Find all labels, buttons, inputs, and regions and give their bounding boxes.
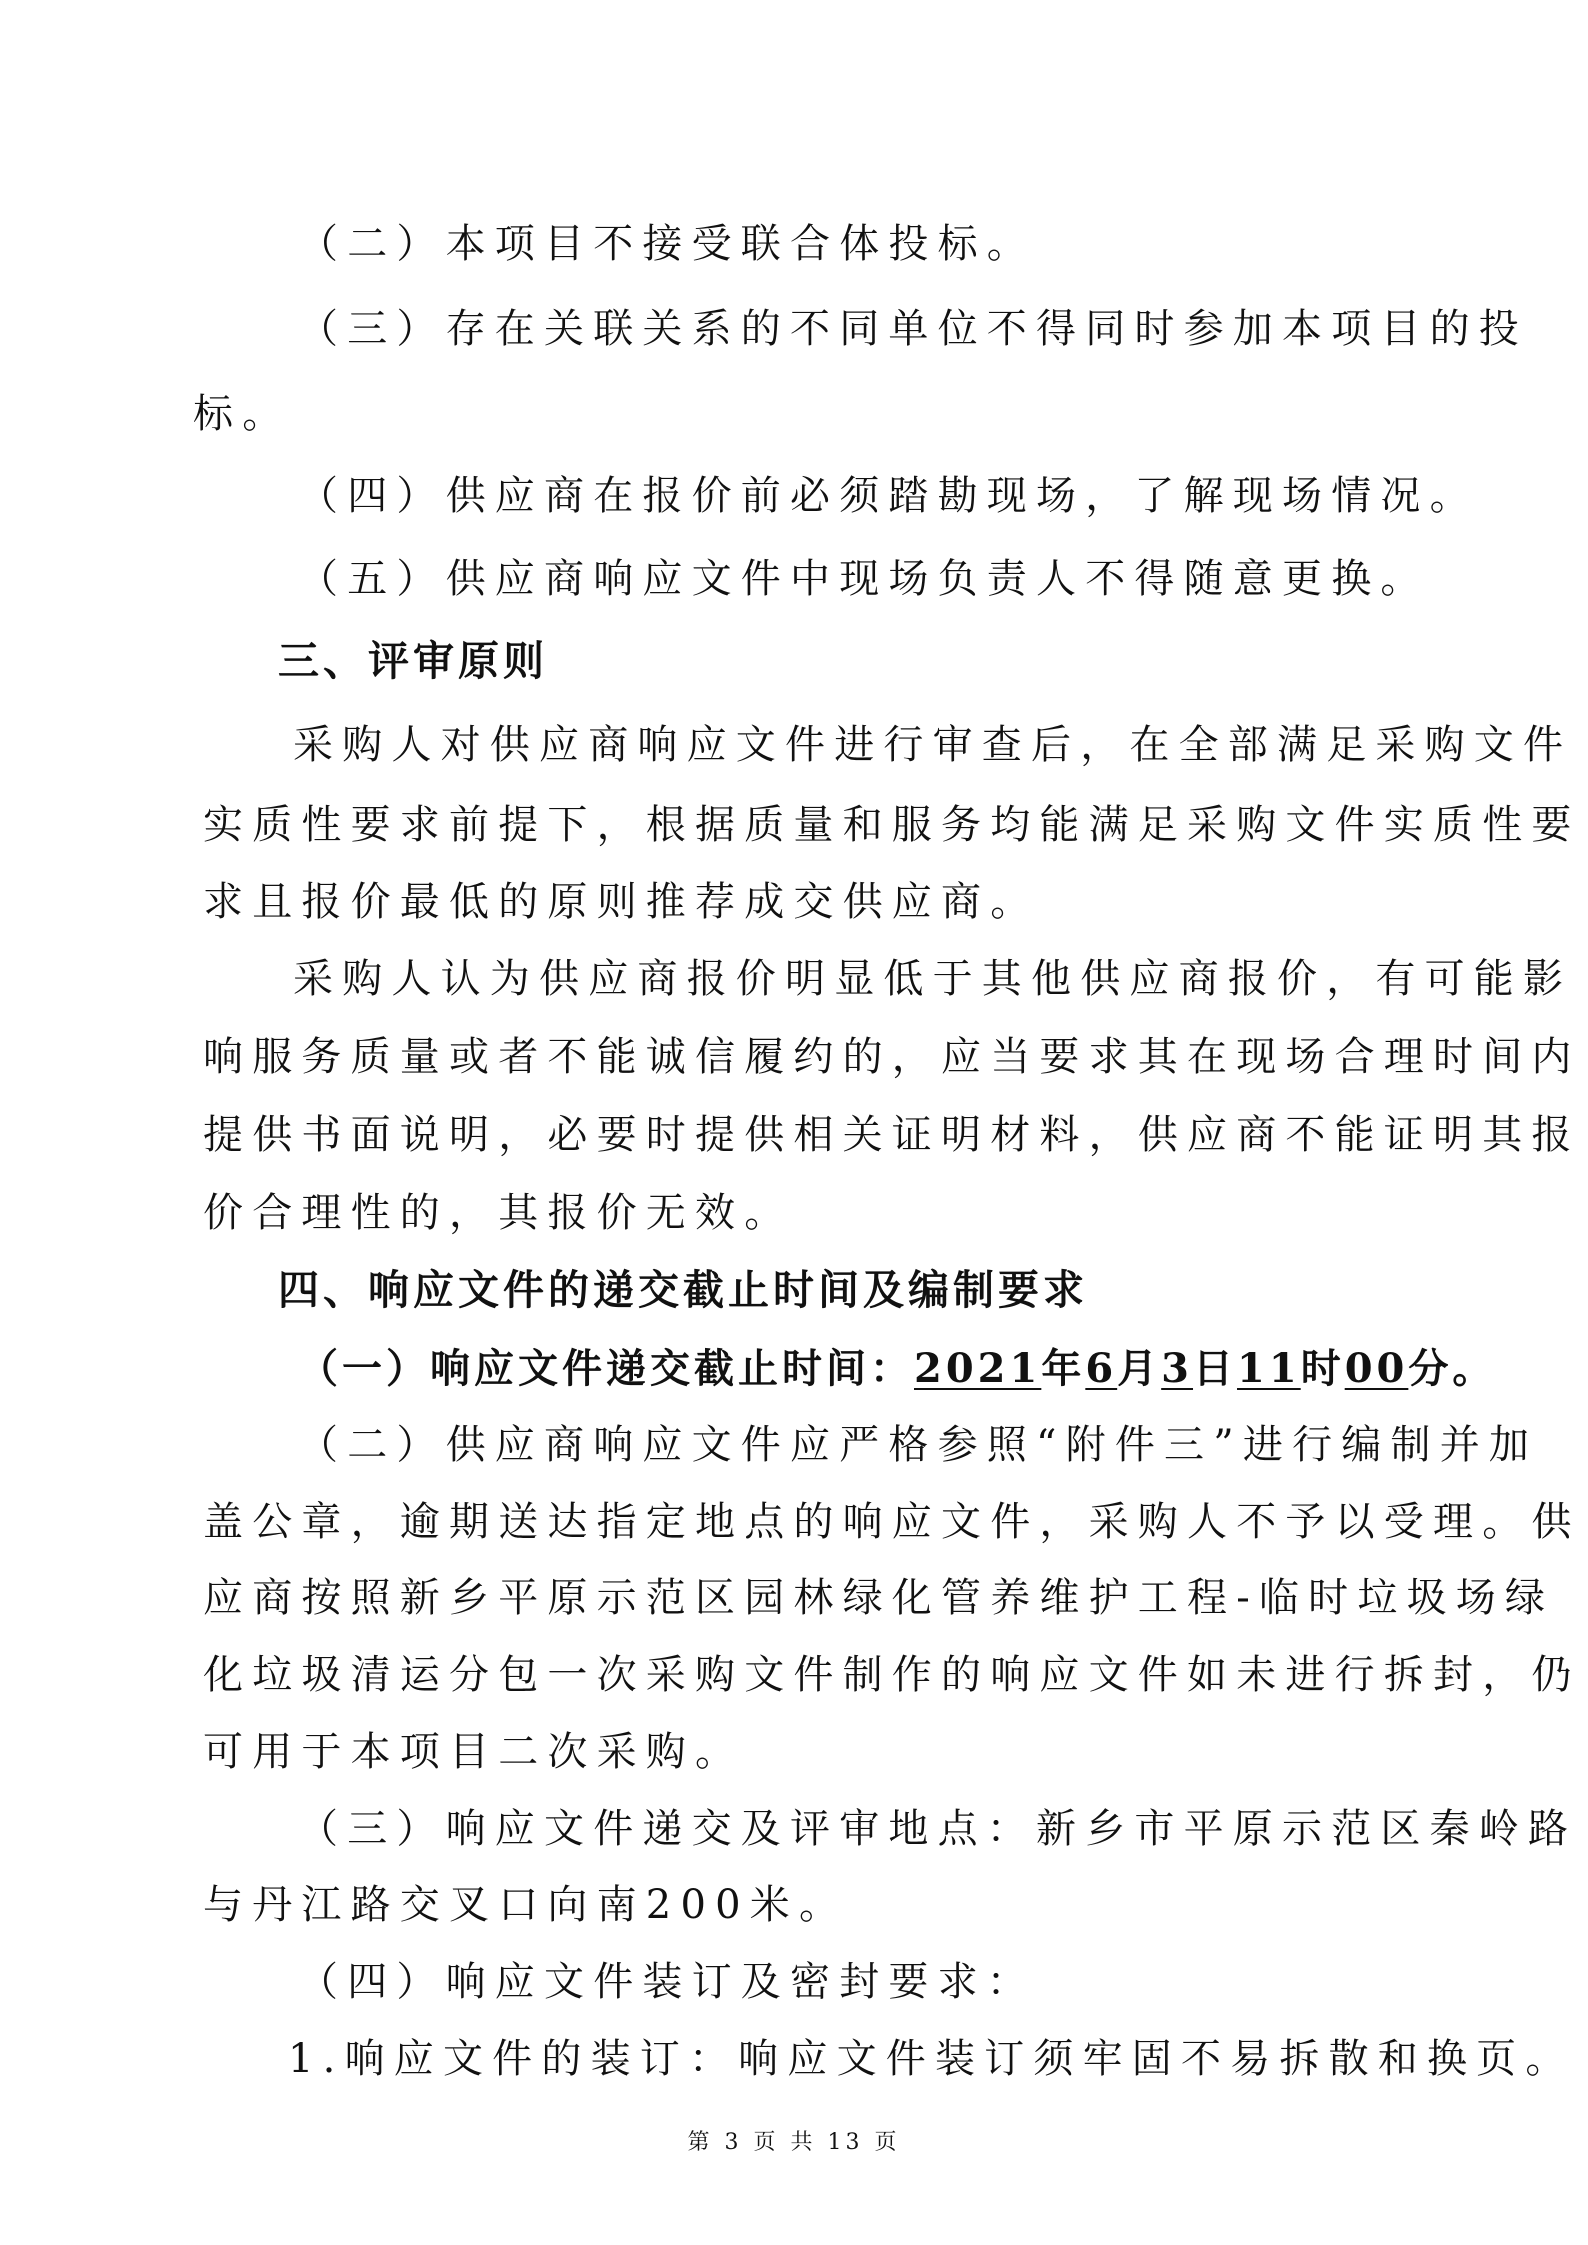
paragraph-line: 提供书面说明，必要时提供相关证明材料，供应商不能证明其报: [203, 1112, 1581, 1158]
paragraph-line: 采购人认为供应商报价明显低于其他供应商报价，有可能影: [293, 956, 1573, 1002]
deadline-year-unit: 年: [1041, 1345, 1086, 1392]
deadline-month: 6: [1085, 1345, 1118, 1392]
paragraph-line: （五）供应商响应文件中现场负责人不得随意更换。: [298, 556, 1430, 602]
deadline-day-unit: 日: [1193, 1345, 1238, 1392]
paragraph-line: （三）响应文件递交及评审地点：新乡市平原示范区秦岭路: [298, 1806, 1578, 1852]
paragraph-line: 实质性要求前提下，根据质量和服务均能满足采购文件实质性要: [203, 802, 1581, 848]
deadline-year: 2021: [914, 1345, 1042, 1392]
paragraph-line: （四）供应商在报价前必须踏勘现场，了解现场情况。: [298, 473, 1479, 519]
paragraph-line: （二）供应商响应文件应严格参照“附件三”进行编制并加: [298, 1422, 1539, 1468]
paragraph-line: 盖公章，逾期送达指定地点的响应文件，采购人不予以受理。供: [203, 1499, 1581, 1545]
paragraph-line: 标。: [193, 391, 292, 437]
paragraph-line: 价合理性的，其报价无效。: [203, 1190, 794, 1236]
page-number-footer: 第 3 页 共 13 页: [687, 2130, 901, 2155]
paragraph-line: 求且报价最低的原则推荐成交供应商。: [203, 879, 1040, 925]
deadline-month-unit: 月: [1117, 1345, 1162, 1392]
section-heading: 四、响应文件的递交截止时间及编制要求: [278, 1266, 1088, 1314]
paragraph-line: 采购人对供应商响应文件进行审查后，在全部满足采购文件: [293, 722, 1573, 768]
paragraph-line: 与丹江路交叉口向南200米。: [203, 1882, 849, 1928]
deadline-line: [298, 1343, 1496, 1395]
deadline-hour-unit: 时: [1300, 1345, 1345, 1392]
paragraph-line: （三）存在关联关系的不同单位不得同时参加本项目的投: [298, 306, 1528, 352]
deadline-minute-unit: 分。: [1408, 1345, 1497, 1392]
deadline-day: 3: [1161, 1345, 1194, 1392]
paragraph-line: 应商按照新乡平原示范区园林绿化管养维护工程-临时垃圾场绿: [203, 1575, 1555, 1621]
paragraph-line: 响服务质量或者不能诚信履约的，应当要求其在现场合理时间内: [203, 1034, 1581, 1080]
paragraph-line: 化垃圾清运分包一次采购文件制作的响应文件如未进行拆封，仍: [203, 1652, 1581, 1698]
paragraph-line: 1.响应文件的装订：响应文件装订须牢固不易拆散和换页。: [288, 2036, 1575, 2082]
paragraph-line: 可用于本项目二次采购。: [203, 1729, 745, 1775]
deadline-label: （一）响应文件递交截止时间：: [298, 1345, 914, 1392]
paragraph-line: （四）响应文件装订及密封要求：: [298, 1959, 1036, 2005]
section-heading: 三、评审原则: [278, 637, 548, 685]
deadline-hour: 11: [1237, 1345, 1301, 1392]
deadline-minute: 00: [1344, 1345, 1409, 1392]
paragraph-line: （二）本项目不接受联合体投标。: [298, 221, 1036, 267]
